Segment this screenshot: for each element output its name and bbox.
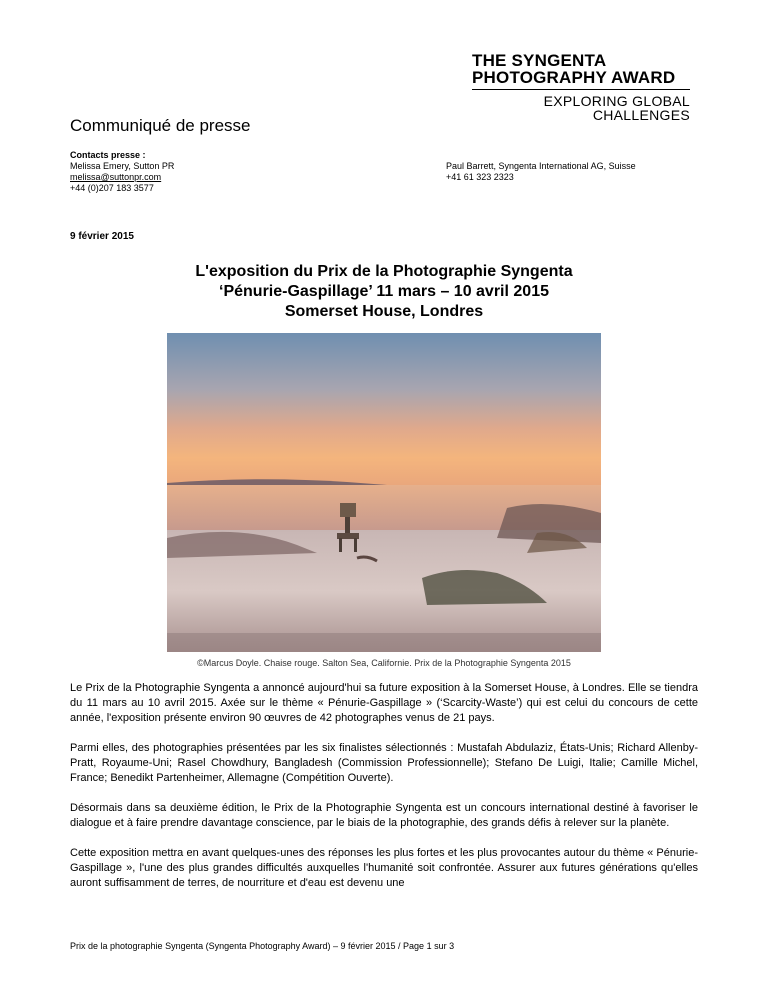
press-contact-left [70, 150, 174, 194]
body-paragraph: Parmi elles, des photographies présentées par les six finalistes sélectionnés : Mustafah Abdulaziz, États-Unis; Richard Allenby-Pratt, Royaume-Uni; Rasel Chowdhury, Bangladesh (Commission Professionnelle); Stefano De Luigi, Italie; Camille Michel, France; Benedikt Partenheimer, Allemagne (Compétition Ouverte). [70, 742, 698, 784]
document-type: Communiqué de presse [70, 116, 251, 135]
title-line: L'exposition du Prix de la Photographie Syngenta [195, 263, 573, 280]
syngenta-award-logo [472, 52, 690, 122]
logo-title-line1: THE SYNGENTA [472, 51, 607, 70]
logo-tagline-line2: CHALLENGES [592, 107, 690, 123]
contact-name: Paul Barrett, Syngenta International AG, Suisse [446, 161, 636, 171]
logo-title-line2: PHOTOGRAPHY AWARD [472, 68, 676, 87]
title-line: ‘Pénurie-Gaspillage’ 11 mars – 10 avril 2015 [219, 283, 549, 300]
page-footer: Prix de la photographie Syngenta (Syngenta Photography Award) – 9 février 2015 / Page 1 sur 3 [70, 941, 455, 951]
title-line: Somerset House, Londres [284, 303, 484, 320]
body-paragraph: Désormais dans sa deuxième édition, le Prix de la Photographie Syngenta est un concours international destiné à favoriser le dialogue et à faire prendre davantage conscience, par le biais de la photographie, des grands défis à relever sur la planète. [70, 802, 698, 829]
body-paragraph: Le Prix de la Photographie Syngenta a annoncé aujourd'hui sa future exposition à la Somerset House, à Londres. Elle se tiendra du 11 mars au 10 avril 2015. Axée sur le thème « Pénurie-Gaspillage » (‘Scarcity-Waste’) qui est celui du concours de cette année, l'exposition présente environ 90 œuvres de 42 photographes venus de 21 pays. [70, 682, 698, 724]
contact-phone: +44 (0)207 183 3577 [70, 183, 154, 193]
featured-photograph [167, 333, 601, 652]
photo-caption: ©Marcus Doyle. Chaise rouge. Salton Sea, Californie. Prix de la Photographie Syngenta 2015 [197, 658, 571, 668]
body-text [70, 681, 698, 906]
press-contact-right [446, 161, 636, 183]
body-paragraph: Cette exposition mettra en avant quelques-unes des réponses les plus fortes et les plus provocantes autour du thème « Pénurie-Gaspillage », l'une des plus grandes difficultés auxquelles l'humanité soit confrontée. Assurer aux futures générations qu'elles auront suffisamment de terres, de nourriture et d'eau est devenu une [70, 847, 698, 889]
contact-name: Melissa Emery, Sutton PR [70, 161, 175, 171]
press-release-title [70, 262, 698, 322]
contact-email-link[interactable]: melissa@suttonpr.com [70, 172, 162, 182]
contact-phone: +41 61 323 2323 [446, 172, 514, 182]
release-date: 9 février 2015 [70, 231, 134, 242]
contacts-heading: Contacts presse : [70, 150, 146, 160]
logo-divider [472, 89, 690, 90]
logo-tagline-line1: EXPLORING GLOBAL [543, 93, 690, 109]
